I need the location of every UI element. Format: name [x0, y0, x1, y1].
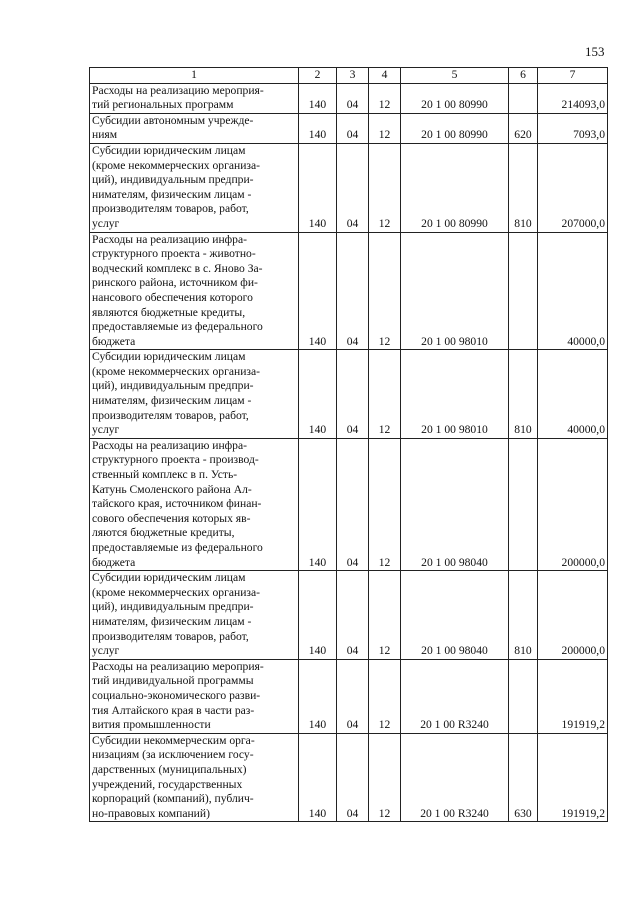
table-row — [90, 350, 608, 439]
section-cell: 04 — [337, 83, 369, 113]
expense-type-cell: 810 — [509, 143, 538, 232]
admin-code-cell: 140 — [299, 733, 337, 822]
page-number: 153 — [585, 44, 605, 59]
section-cell: 04 — [337, 143, 369, 232]
amount-cell: 200000,0 — [538, 571, 608, 660]
budget-table — [89, 67, 608, 822]
subsection-cell: 12 — [369, 113, 401, 143]
header-cell: 3 — [337, 68, 369, 84]
section-cell: 04 — [337, 733, 369, 822]
target-article-cell: 20 1 00 98010 — [401, 350, 509, 439]
subsection-cell: 12 — [369, 733, 401, 822]
amount-cell: 214093,0 — [538, 83, 608, 113]
header-cell: 1 — [90, 68, 299, 84]
row-description-cell: Субсидии юридическим лицам (кроме некоммерческих организа- ций), индивидуальным предпри- нимателям, физическим лицам - производителям товаров, работ, услуг — [90, 350, 299, 439]
subsection-cell: 12 — [369, 83, 401, 113]
expense-type-cell: 810 — [509, 571, 538, 660]
target-article-cell: 20 1 00 80990 — [401, 113, 509, 143]
subsection-cell: 12 — [369, 571, 401, 660]
target-article-cell: 20 1 00 80990 — [401, 83, 509, 113]
row-description-cell: Расходы на реализацию мероприя- тий индивидуальной программы социально-экономического разви- тия Алтайского края в части раз- вития промышленности — [90, 659, 299, 733]
target-article-cell: 20 1 00 R3240 — [401, 733, 509, 822]
row-description-cell: Расходы на реализацию мероприя- тий региональных программ — [90, 83, 299, 113]
admin-code-cell: 140 — [299, 143, 337, 232]
expense-type-cell: 630 — [509, 733, 538, 822]
target-article-cell: 20 1 00 98040 — [401, 571, 509, 660]
row-description-cell: Субсидии юридическим лицам (кроме некоммерческих организа- ций), индивидуальным предпри- нимателям, физическим лицам - производителям товаров, работ, услуг — [90, 571, 299, 660]
table-row — [90, 143, 608, 232]
subsection-cell: 12 — [369, 232, 401, 350]
amount-cell: 40000,0 — [538, 232, 608, 350]
section-cell: 04 — [337, 438, 369, 570]
header-cell: 2 — [299, 68, 337, 84]
target-article-cell: 20 1 00 R3240 — [401, 659, 509, 733]
subsection-cell: 12 — [369, 438, 401, 570]
admin-code-cell: 140 — [299, 83, 337, 113]
row-description-cell: Субсидии юридическим лицам (кроме некоммерческих организа- ций), индивидуальным предпри- нимателям, физическим лицам - производителям товаров, работ, услуг — [90, 143, 299, 232]
header-cell: 5 — [401, 68, 509, 84]
row-description-cell: Расходы на реализацию инфра- структурного проекта - производ- ственный комплекс в п. Усть- Катунь Смоленского района Ал- тайского края, источником финан- сового обеспечения которых яв- ляются бюджетные кредиты, предоставляемые из федерального бюджета — [90, 438, 299, 570]
table-row — [90, 659, 608, 733]
header-cell: 4 — [369, 68, 401, 84]
target-article-cell: 20 1 00 98010 — [401, 232, 509, 350]
admin-code-cell: 140 — [299, 350, 337, 439]
expense-type-cell — [509, 438, 538, 570]
table-row — [90, 733, 608, 822]
amount-cell: 40000,0 — [538, 350, 608, 439]
amount-cell: 7093,0 — [538, 113, 608, 143]
row-description-cell: Расходы на реализацию инфра- структурного проекта - животно- водческий комплекс в с. Яново За- ринского района, источником фи- нансового обеспечения которого являются бюджетные кредиты, предоставляемые из федерального бюджета — [90, 232, 299, 350]
table-row — [90, 232, 608, 350]
admin-code-cell: 140 — [299, 113, 337, 143]
amount-cell: 191919,2 — [538, 659, 608, 733]
expense-type-cell: 620 — [509, 113, 538, 143]
admin-code-cell: 140 — [299, 571, 337, 660]
admin-code-cell: 140 — [299, 438, 337, 570]
amount-cell: 200000,0 — [538, 438, 608, 570]
amount-cell: 191919,2 — [538, 733, 608, 822]
admin-code-cell: 140 — [299, 232, 337, 350]
header-cell: 6 — [509, 68, 538, 84]
expense-type-cell — [509, 83, 538, 113]
row-description-cell: Субсидии некоммерческим орга- низациям (за исключением госу- дарственных (муниципальных) учреждений, государственных корпораций (компаний), публич- но-правовых компаний) — [90, 733, 299, 822]
expense-type-cell: 810 — [509, 350, 538, 439]
amount-cell: 207000,0 — [538, 143, 608, 232]
expense-type-cell — [509, 232, 538, 350]
subsection-cell: 12 — [369, 143, 401, 232]
section-cell: 04 — [337, 659, 369, 733]
admin-code-cell: 140 — [299, 659, 337, 733]
target-article-cell: 20 1 00 80990 — [401, 143, 509, 232]
row-description-cell: Субсидии автономным учрежде- ниям — [90, 113, 299, 143]
target-article-cell: 20 1 00 98040 — [401, 438, 509, 570]
table-header-row — [90, 68, 608, 84]
section-cell: 04 — [337, 350, 369, 439]
expense-type-cell — [509, 659, 538, 733]
header-cell: 7 — [538, 68, 608, 84]
table-row — [90, 83, 608, 113]
section-cell: 04 — [337, 113, 369, 143]
subsection-cell: 12 — [369, 659, 401, 733]
section-cell: 04 — [337, 232, 369, 350]
table-row — [90, 113, 608, 143]
subsection-cell: 12 — [369, 350, 401, 439]
section-cell: 04 — [337, 571, 369, 660]
table-row — [90, 438, 608, 570]
table-row — [90, 571, 608, 660]
